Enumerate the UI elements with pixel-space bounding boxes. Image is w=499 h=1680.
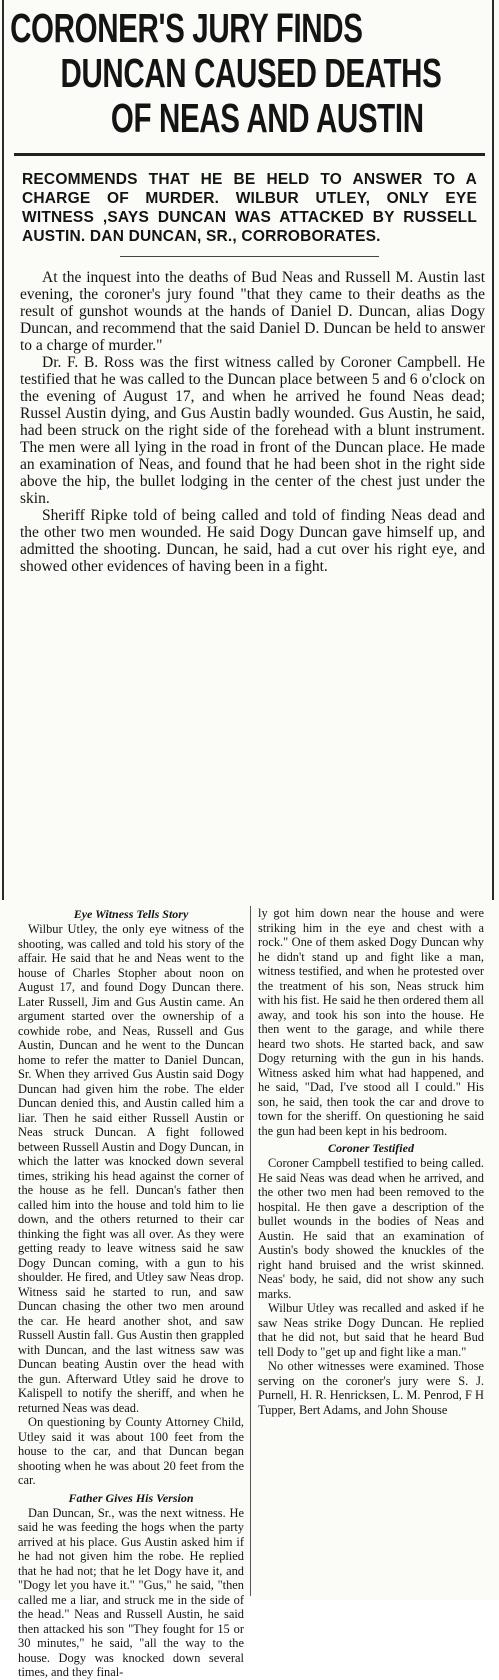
left-column: [18, 906, 244, 1679]
lead-paragraph: Dr. F. B. Ross was the first witness called by Coroner Campbell. He testified that he was called to the Duncan place between 5 and 6 o'clock on the evening of August 17, and when he arrived he found Neas dead; Russel Austin dying, and Gus Austin badly wounded. Gus Austin, he said, had been struck on the right side of the forehead with a blunt instrument. The men were all lying in the road in front of the Duncan place. He made an examination of Neas, and found that he had been shot in the right side above the hip, the bullet lodging in the center of the chest just under the skin.: [20, 354, 485, 507]
body-paragraph: ly got him down near the house and were striking him in the eye and chest with a rock." One of them asked Dogy Duncan why he didn't stand up and fight like a man, witness testified, and when he protested over the treatment of his son, Neas struck him with his fist. He said he then ordered them all away, and took his son into the house. He then went to the garage, and while there heard two shots. He started back, and saw Dogy returning with the gun in his hands. Witness asked him what had happened, and he said, "Dad, I've stood all I could." His son, he said, then took the car and drove to town for the sheriff. On questioning he said the gun had been kept in his bedroom.: [258, 906, 484, 1138]
headline-rule: [14, 153, 485, 156]
right-border-rule: [492, 0, 494, 900]
body-paragraph: On questioning by County Attorney Child, Utley said it was about 100 feet from the house to the car, and that Duncan began shooting when he was about 20 feet from the car.: [18, 1415, 244, 1487]
deck-rule: [120, 256, 379, 257]
body-paragraph: Wilbur Utley was recalled and asked if he saw Neas strike Dogy Duncan. He replied that he did not, but said that he heard Bud tell Dody to "get up and fight like a man.": [258, 1301, 484, 1359]
deck-subheadline: RECOMMENDS THAT HE BE HELD TO ANSWER TO A CHARGE OF MURDER. WILBUR UTLEY, ONLY EYE WITNESS ,SAYS DUNCAN WAS ATTACKED BY RUSSELL AUSTIN. DAN DUNCAN, SR., CORROBORATES.: [22, 171, 477, 245]
lead-paragraph: Sheriff Ripke told of being called and told of finding Neas dead and the other two men wounded. He said Dogy Duncan gave himself up, and admitted the shooting. Duncan, he said, had a cut over his right eye, and showed other evidences of having been in a fight.: [20, 507, 485, 575]
right-column: [258, 906, 484, 1596]
headline: [0, 0, 481, 141]
headline-line-1: CORONER'S JURY FINDS: [10, 5, 363, 51]
body-columns: [18, 906, 488, 1679]
lead-paragraph: At the inquest into the deaths of Bud Neas and Russell M. Austin last evening, the coroner's jury found "that they came to their deaths as the result of gunshot wounds at the hands of Daniel D. Duncan, alias Dogy Duncan, and recommend that the said Daniel D. Duncan be held to answer to a charge of murder.": [20, 269, 485, 354]
headline-line-3: OF NEAS AND AUSTIN: [110, 95, 424, 141]
headline-line-2: DUNCAN CAUSED DEATHS: [60, 50, 442, 96]
subhead-coroner-testified: Coroner Testified: [328, 1141, 414, 1155]
column-divider: [250, 906, 251, 1596]
lead-section: [20, 269, 485, 575]
body-paragraph: Coroner Campbell testified to being called. He said Neas was dead when he arrived, and the other two men had been removed to the hospital. He then gave a description of the bullet wounds in the bodies of Neas and Austin. He said that an examination of Austin's body showed the knuckles of the right hand bruised and the wrist skinned. Neas' body, he said, did not show any such marks.: [258, 1156, 484, 1301]
body-paragraph: No other witnesses were examined. Those serving on the coroner's jury were S. J. Purnell, H. R. Henricksen, L. M. Penrod, F H Tupper, Bert Adams, and John Shouse: [258, 1359, 484, 1417]
body-paragraph: Dan Duncan, Sr., was the next witness. He said he was feeding the hogs when the party arrived at his place. Gus Austin asked him if he had not given him the robe. He replied that he had not; that he let Dogy have it, and "Dogy let you have it." "Gus," he said, "then called me a liar, and struck me in the side of the head." Neas and Russell Austin, he said then attacked his son "They fought for 15 or 30 minutes," he said, "all the way to the house. Dogy was knocked down several times, and they final-: [18, 1505, 244, 1679]
subhead-father-version: Father Gives His Version: [68, 1490, 194, 1505]
subhead-eye-witness: Eye Witness Tells Story: [73, 907, 189, 921]
body-paragraph: Wilbur Utley, the only eye witness of the shooting, was called and told his story of the affair. He said that he and Neas went to the house of Charles Stopher about noon on August 17, and found Dogy Duncan there. Later Russell, Jim and Gus Austin came. An argument started over the ownership of a cowhide robe, and Neas, Russell and Gus Austin, Duncan and he went to the Duncan home to refer the matter to Daniel Duncan, Sr. When they arrived Gus Austin said Dogy Duncan had given him the robe. The elder Duncan denied this, and Austin called him a liar. Then he said either Russell Austin or Neas struck Duncan. A fight followed between Russell Austin and Dogy Duncan, in which the latter was knocked down several times, striking his head against the corner of the house as he fell. Duncan's father then called him into the house and told him to lie down, and the others returned to their car thinking the fight was all over. As they were getting ready to leave witness said he saw Dogy Duncan coming, with a gun to his shoulder. He fired, and Utley saw Neas drop. Witness said he started to run, and saw Duncan chasing the other two men around the car. He heard another shot, and saw Russell Austin fall. Gus Austin then grappled with Duncan, and the last witness saw was Duncan beating Austin over the head with the gun. Afterward Utley said he drove to Kalispell to notify the sheriff, and when he returned Neas was dead.: [18, 922, 244, 1415]
